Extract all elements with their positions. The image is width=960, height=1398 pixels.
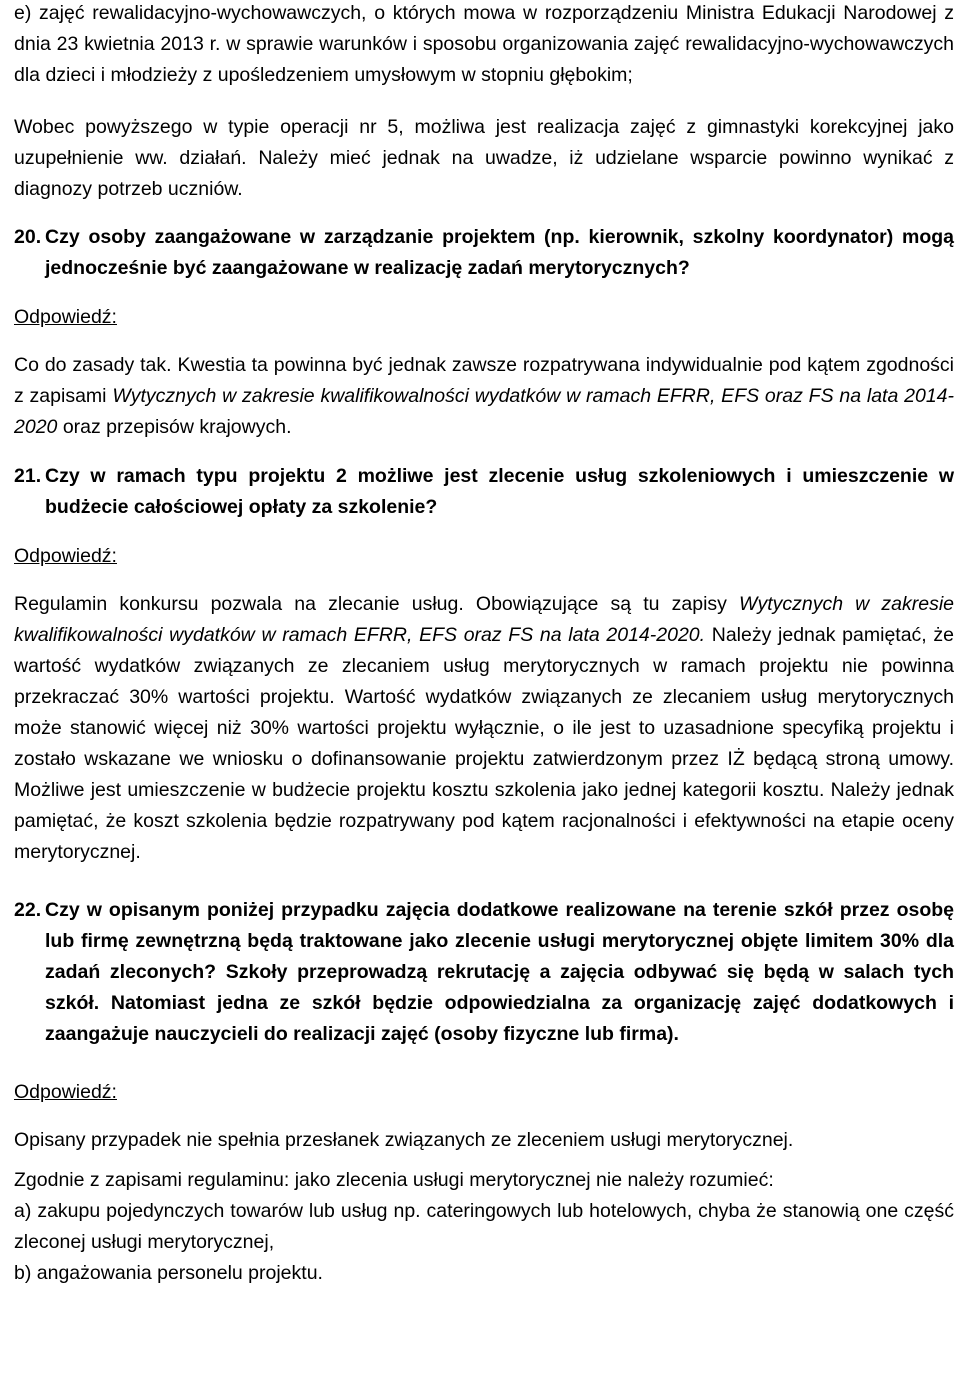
- question-21: [14, 461, 954, 523]
- answer-22-a4: b) angażowania personelu projektu.: [14, 1262, 323, 1284]
- answer-21-a4: Możliwe jest umieszczenie w budżecie projektu kosztu szkolenia jako jednej kategorii kosztu. Należy jednak pamiętać, że koszt szkolenia będzie rozpatrywany pod kątem racjonalności i efektywności na etapie oceny merytorycznej.: [14, 779, 954, 863]
- intro-conclusion-2: Należy mieć jednak na uwadze, iż udzielane wsparcie powinno wynikać z diagnozy potrzeb uczniów.: [14, 147, 955, 200]
- question-20-text: Czy osoby zaangażowane w zarządzanie projektem (np. kierownik, szkolny koordynator) mogą jednocześnie być zaangażowane w realizację zadań merytorycznych?: [45, 226, 954, 279]
- question-20-number: 20.: [14, 226, 42, 248]
- question-22: [14, 895, 954, 1050]
- answer-20-a2: Kwestia ta powinna być jednak zawsze rozpatrywana indywidualnie pod kątem zgodności z zapisami: [14, 354, 955, 407]
- answer-label-20: Odpowiedź:: [14, 306, 117, 328]
- answer-20-a1: Co do zasady tak.: [14, 354, 172, 376]
- answer-21: [14, 589, 954, 868]
- answer-21-guidelines: Wytycznych w zakresie kwalifikowalności wydatków w ramach EFRR, EFS oraz FS na lata 2014-2020.: [14, 593, 955, 646]
- question-21-text: Czy w ramach typu projektu 2 możliwe jest zlecenie usług szkoleniowych i umieszczenie w budżecie całościowej opłaty za szkolenie?: [45, 465, 954, 518]
- answer-20-guidelines: Wytycznych w zakresie kwalifikowalności wydatków w ramach EFRR, EFS oraz FS na lata 2014-2020: [14, 385, 954, 438]
- answer-22-a1: Opisany przypadek nie spełnia przesłanek związanych ze zleceniem usługi merytorycznej.: [14, 1129, 794, 1151]
- answer-label-21: Odpowiedź:: [14, 545, 117, 567]
- intro-item-e: e) zajęć rewalidacyjno-wychowawczych, o których mowa w rozporządzeniu Ministra Edukacji Narodowej z dnia 23 kwietnia 2013 r. w sprawie warunków i sposobu organizowania zajęć rewalidacyjno-wychowawczych dla dzieci i młodzieży z upośledzeniem umysłowym w stopniu głębokim;: [14, 2, 954, 86]
- intro-conclusion-1: Wobec powyższego w typie operacji nr 5, możliwa jest realizacja zajęć z gimnastyki korekcyjnej jako uzupełnienie ww. działań.: [14, 116, 954, 169]
- answer-21-a2: Należy jednak pamiętać, że wartość wydatków związanych ze zlecaniem usług merytorycznych w ramach projektu nie powinna przekraczać 30% wartości projektu.: [14, 624, 954, 708]
- answer-22-a2: Zgodnie z zapisami regulaminu: jako zlecenia usługi merytorycznej nie należy rozumieć:: [14, 1169, 774, 1191]
- answer-20: [14, 350, 954, 443]
- answer-21-a1: Regulamin konkursu pozwala na zlecanie usług. Obowiązujące są tu zapisy: [14, 593, 727, 615]
- question-20: [14, 222, 954, 284]
- answer-21-a3: Wartość wydatków związanych ze zlecaniem usług merytorycznych może stanowić więcej niż 30% wartości projektu wyłącznie, o ile jest to uzasadnione specyfiką projektu i zostało wskazane we wniosku o dofinansowanie projektu zatwierdzonym przez IŻ będącą stroną umowy.: [14, 686, 955, 770]
- intro-conclusion: [14, 112, 954, 205]
- question-22-text: Czy w opisanym poniżej przypadku zajęcia dodatkowe realizowane na terenie szkół przez osobę lub firmę zewnętrzną będą traktowane jako zlecenie usługi merytorycznej objęte limitem 30% dla zadań zleconych? Szkoły przeprowadzą rekrutację a zajęcia odbywać się będą w salach tych szkół. Natomiast jedna ze szkół będzie odpowiedzialna za organizację zajęć dodatkowych i zaangażuje nauczycieli do realizacji zajęć (osoby fizyczne lub firma).: [45, 899, 954, 1045]
- question-22-number: 22.: [14, 899, 42, 921]
- answer-22-a3: a) zakupu pojedynczych towarów lub usług np. cateringowych lub hotelowych, chyba że stanowią one część zleconej usługi merytorycznej,: [14, 1200, 954, 1253]
- answer-label-22: Odpowiedź:: [14, 1081, 117, 1103]
- document-page: [14, 0, 954, 1289]
- answer-20-a3: oraz przepisów krajowych.: [62, 416, 292, 438]
- question-21-number: 21.: [14, 465, 42, 487]
